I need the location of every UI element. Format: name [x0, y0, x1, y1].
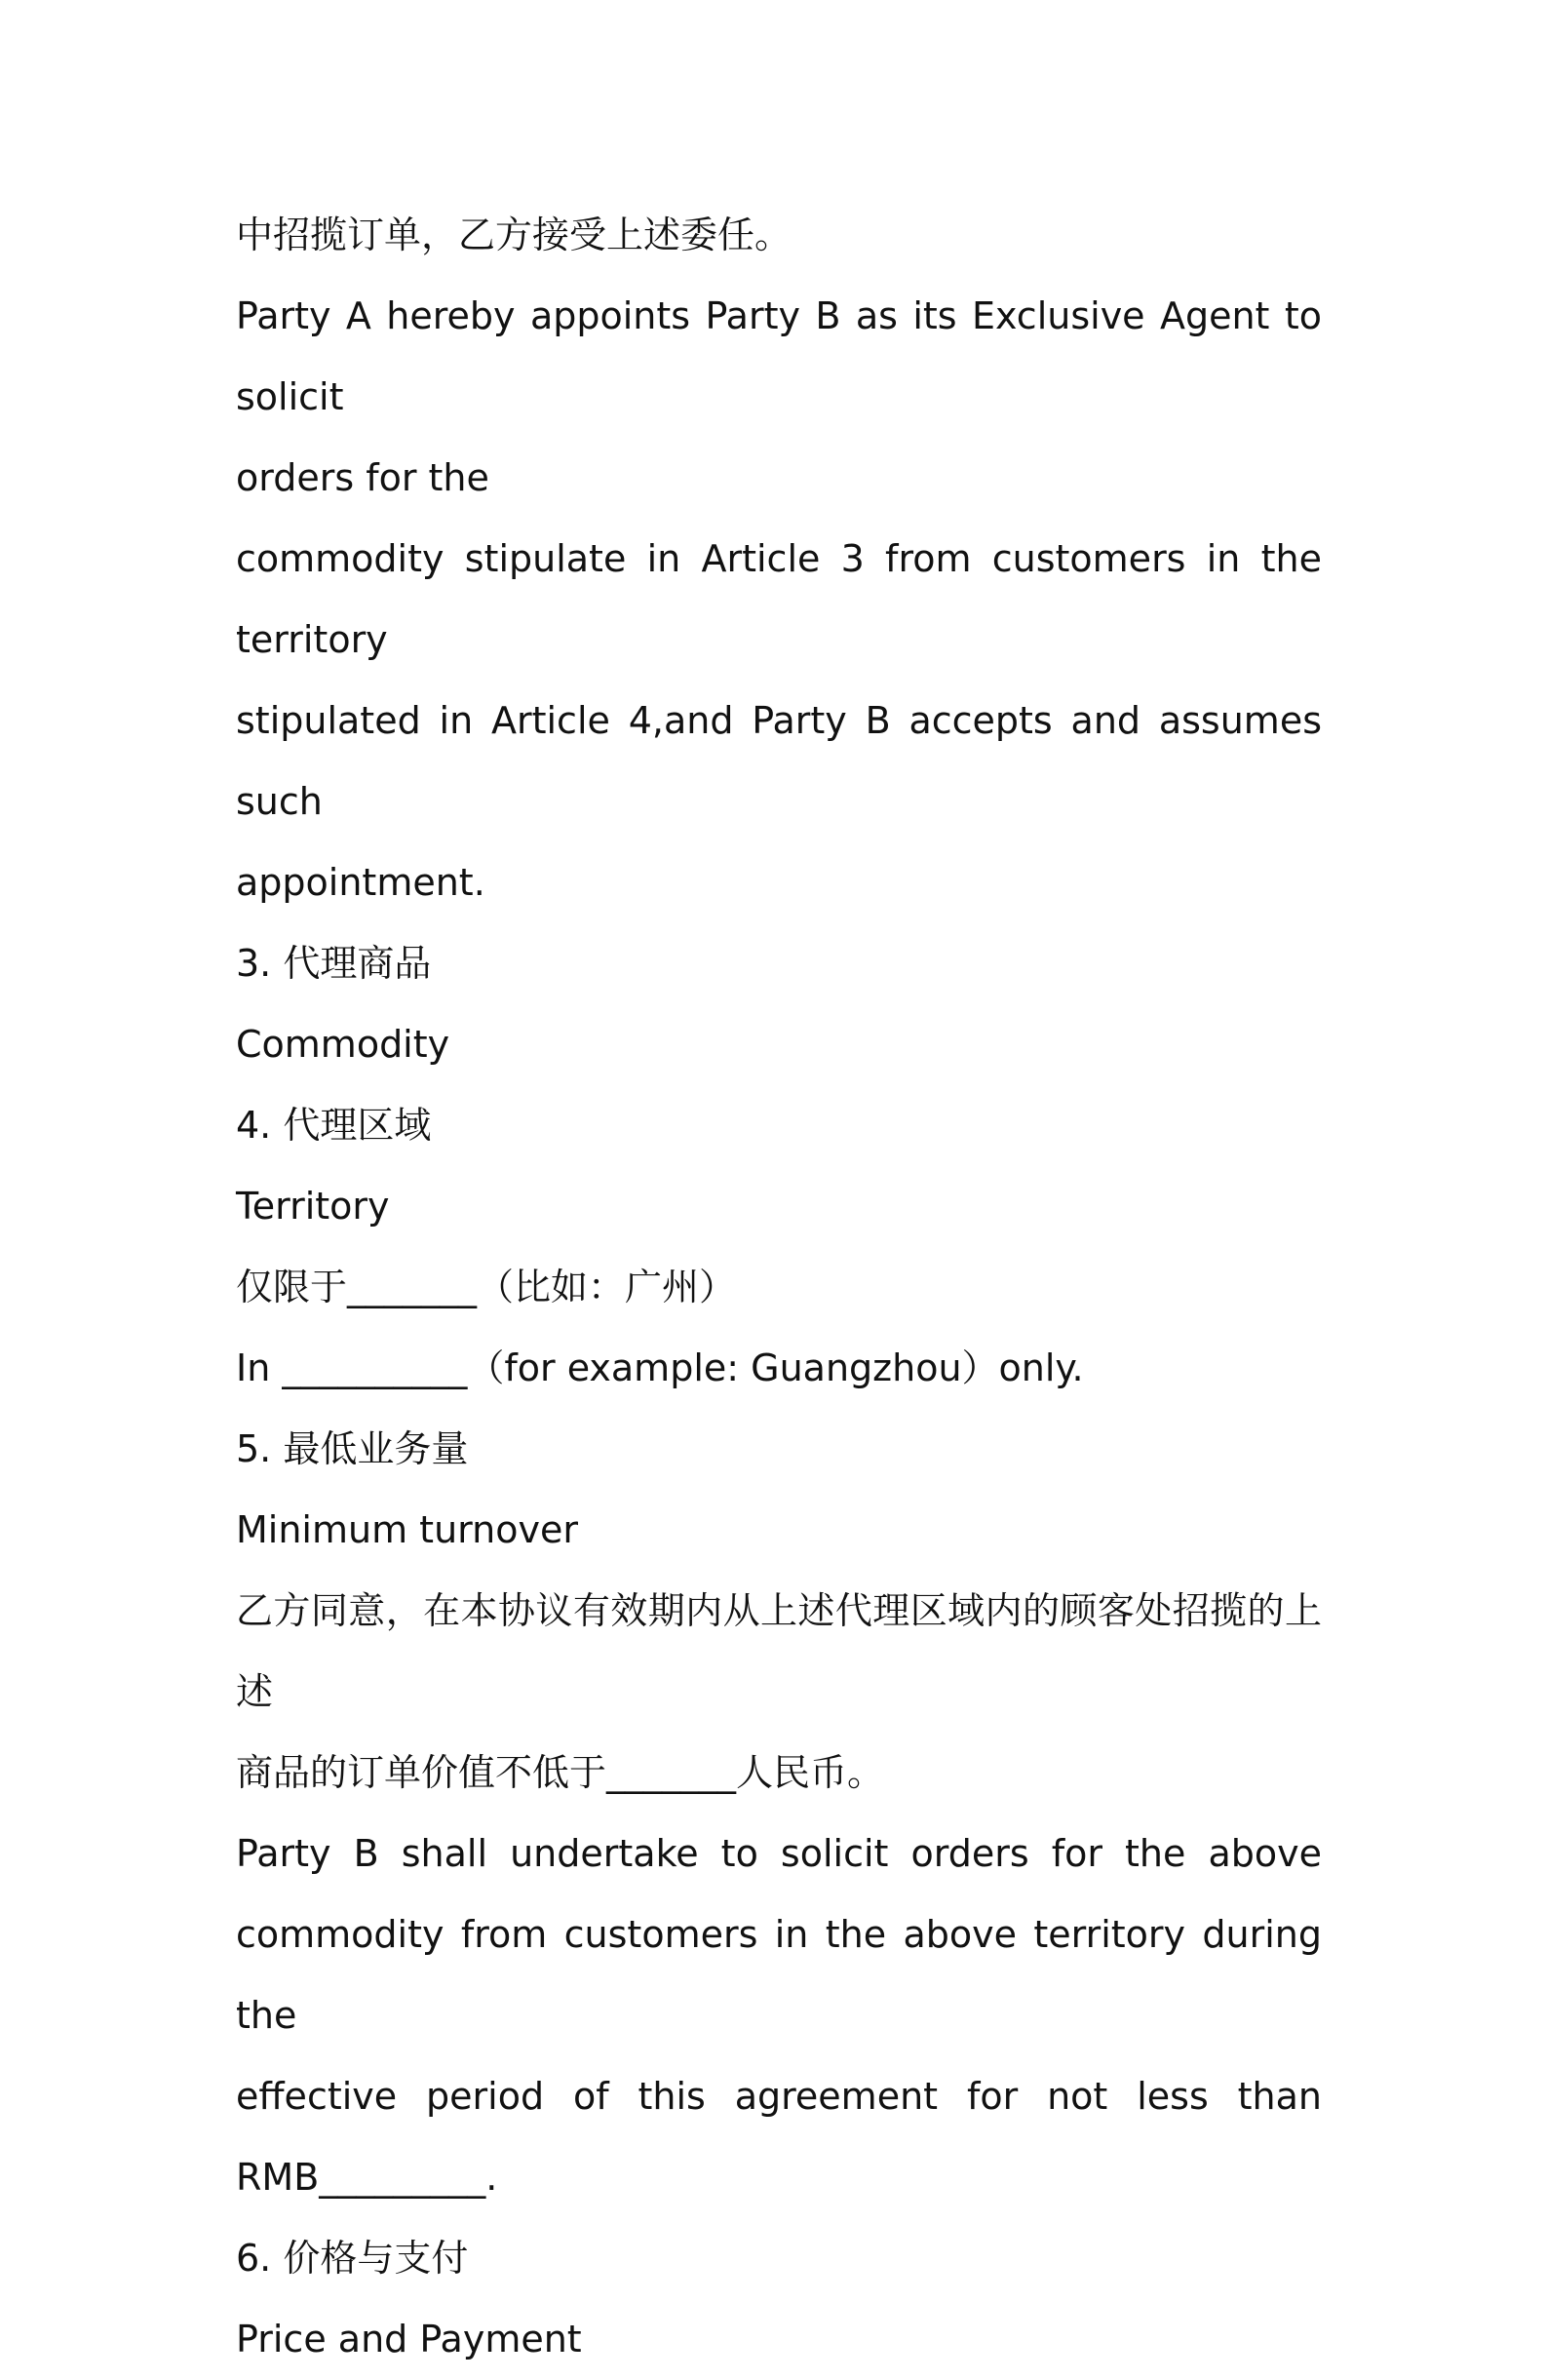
section-heading: 6. 价格与支付 — [236, 2237, 469, 2280]
section-heading-en: Price and Payment — [236, 2318, 582, 2360]
section-heading: 3. 代理商品 — [236, 942, 432, 985]
text-line: Party B shall undertake to solicit orders for the above — [236, 1832, 1322, 1875]
text-line: 乙方同意，在本协议有效期内从上述代理区域内的顾客处招揽的上述 — [236, 1589, 1322, 1713]
text-line: orders for the — [236, 456, 489, 499]
text-line: stipulated in Article 4,and Party B accepts and assumes such — [236, 699, 1322, 823]
section-heading-en: Territory — [236, 1185, 390, 1228]
section-heading: 4. 代理区域 — [236, 1104, 432, 1147]
text-line: RMB_________. — [236, 2156, 498, 2199]
document-body — [236, 195, 1322, 2380]
text-line: effective period of this agreement for not less than — [236, 2075, 1322, 2118]
text-line: 商品的订单价值不低于_______人民币。 — [236, 1751, 885, 1794]
text-line: 仅限于_______（比如：广州） — [236, 1266, 737, 1308]
section-heading-en: Commodity — [236, 1023, 450, 1066]
text-line: commodity stipulate in Article 3 from customers in the territory — [236, 537, 1322, 661]
text-line: 中招揽订单，乙方接受上述委任。 — [236, 214, 792, 256]
section-heading: 5. 最低业务量 — [236, 1427, 469, 1470]
section-heading-en: Minimum turnover — [236, 1508, 578, 1551]
text-line: Party A hereby appoints Party B as its Exclusive Agent to solicit — [236, 294, 1322, 418]
text-line: commodity from customers in the above territory during the — [236, 1913, 1322, 2037]
text-line: In __________（for example: Guangzhou）only. — [236, 1346, 1084, 1389]
text-line: appointment. — [236, 861, 485, 904]
